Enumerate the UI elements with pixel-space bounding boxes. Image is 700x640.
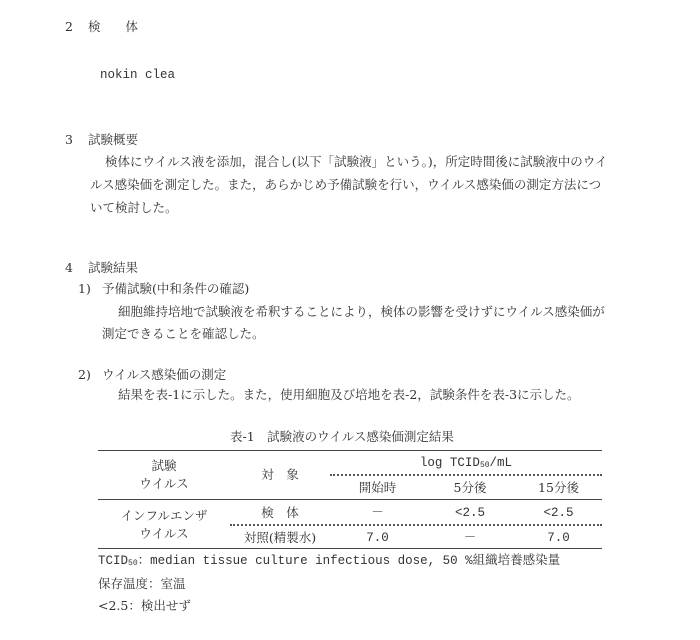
section-4-title: 試験結果 bbox=[88, 260, 139, 275]
virus-name-1: インフルエンザ bbox=[120, 508, 208, 523]
cell: － bbox=[463, 531, 477, 545]
header-target: 対 象 bbox=[261, 467, 299, 482]
header-divider bbox=[330, 474, 602, 476]
table-bottom-rule bbox=[98, 548, 602, 549]
paragraph-line: 結果を表-1に示した。また，使用細胞及び培地を表-2，試験条件を表-3に示した。 bbox=[118, 387, 580, 402]
section-4-number: 4 bbox=[65, 260, 73, 275]
cell: 7.0 bbox=[547, 531, 570, 545]
section-2-number: 2 bbox=[65, 19, 73, 34]
header-time-15: 15分後 bbox=[538, 480, 579, 495]
cell: <2.5 bbox=[454, 506, 485, 520]
subsection-1-title: 予備試験(中和条件の確認) bbox=[102, 281, 250, 296]
table-header-rule bbox=[98, 499, 602, 500]
header-time-5: 5分後 bbox=[453, 480, 487, 495]
paragraph-line: いて検討した。 bbox=[90, 200, 178, 215]
footnote-detection: <2.5：検出せず bbox=[98, 598, 191, 613]
sample-name: nokin clea bbox=[100, 68, 176, 82]
paragraph-line: 細胞維持培地で試験液を希釈することにより，検体の影響を受けずにウイルス感染価が bbox=[118, 304, 605, 319]
cell: <2.5 bbox=[543, 506, 574, 520]
cell: 7.0 bbox=[366, 531, 389, 545]
subsection-2-title: ウイルス感染価の測定 bbox=[102, 367, 227, 382]
table-top-rule bbox=[98, 450, 602, 451]
header-virus-1: 試験 bbox=[151, 458, 177, 473]
virus-name-2: ウイルス bbox=[139, 526, 189, 541]
header-virus-2: ウイルス bbox=[139, 476, 189, 491]
row-target: 対照(精製水) bbox=[243, 530, 317, 545]
paragraph-line: 検体にウイルス液を添加，混合し(以下「試験液」という。)，所定時間後に試験液中のウイ bbox=[105, 154, 608, 169]
row-divider bbox=[230, 524, 602, 526]
paragraph-line: 測定できることを確認した。 bbox=[102, 326, 265, 341]
section-2-title: 検 体 bbox=[88, 19, 139, 34]
cell: － bbox=[371, 506, 384, 520]
footnote-storage: 保存温度：室温 bbox=[98, 576, 186, 591]
paragraph-line: ルス感染価を測定した。また，あらかじめ予備試験を行い，ウイルス感染価の測定方法につ bbox=[90, 177, 602, 192]
table-caption: 表-1 試験液のウイルス感染価測定結果 bbox=[230, 429, 454, 444]
header-unit: $\log TCID_{50}/mL$ bbox=[419, 456, 513, 470]
section-3-number: 3 bbox=[65, 132, 73, 147]
header-time-0: 開始時 bbox=[358, 480, 397, 495]
section-3-title: 試験概要 bbox=[88, 132, 139, 147]
row-target: 検 体 bbox=[261, 505, 299, 520]
subsection-1-number: 1) bbox=[78, 281, 91, 296]
subsection-2-number: 2) bbox=[78, 367, 91, 382]
footnote-tcid: $TCID_{50}$：median tissue culture infectious dose, 50 %組織培養感染量 bbox=[98, 554, 561, 568]
